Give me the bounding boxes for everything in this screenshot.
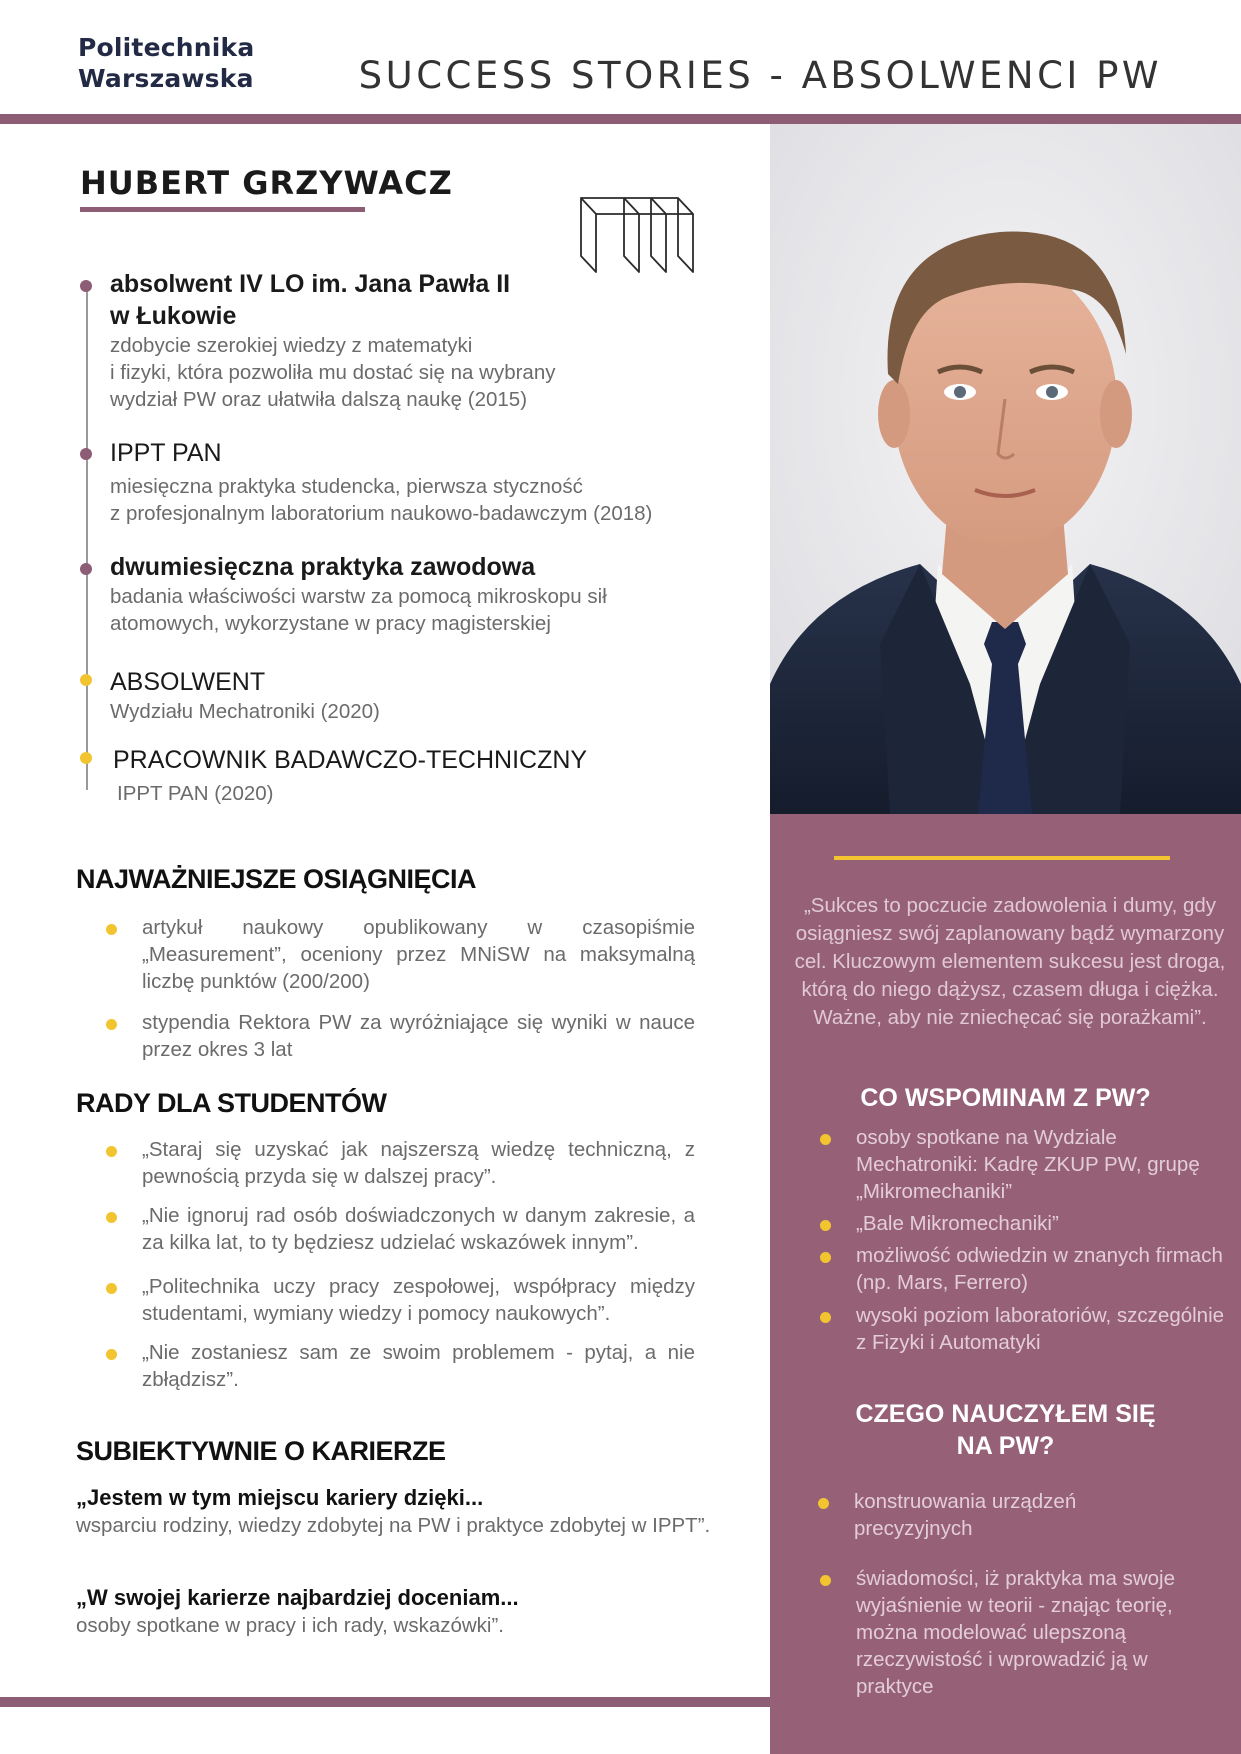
portrait-photo <box>770 124 1241 814</box>
timeline-desc-line: Wydziału Mechatroniki (2020) <box>110 700 380 723</box>
timeline-desc-line: atomowych, wykorzystane w pracy magisterskiej <box>110 612 551 635</box>
timeline-title-cont: w Łukowie <box>110 302 237 330</box>
list-item: konstruowania urządzeń precyzyjnych <box>854 1488 1094 1542</box>
career-question: „W swojej karierze najbardziej doceniam... <box>76 1585 519 1610</box>
learned-heading <box>770 1398 1241 1462</box>
timeline-line <box>86 288 88 790</box>
learned-list <box>854 1488 1224 1700</box>
achievements-list <box>142 914 695 1075</box>
timeline-desc-line: i fizyki, która pozwoliła mu dostać się na wybrany <box>110 361 556 384</box>
list-item: „Bale Mikromechaniki” <box>856 1210 1226 1237</box>
timeline-title: ABSOLWENT <box>110 668 266 696</box>
list-item: artykuł naukowy opublikowany w czasopiśmie „Measurement”, oceniony przez MNiSW na maksymalną liczbę punktów (200/200) <box>142 916 695 993</box>
logo-line-1: Politechnika <box>78 33 255 62</box>
list-item: „Politechnika uczy pracy zespołowej, współpracy między studentami, wymiany wiedzy i pomocy naukowych”. <box>142 1275 695 1325</box>
page-title: SUCCESS STORIES - ABSOLWENCI PW <box>358 54 1162 97</box>
timeline-title: dwumiesięczna praktyka zawodowa <box>110 553 536 581</box>
advice-list <box>142 1136 695 1405</box>
list-item: osoby spotkane na Wydziale Mechatroniki: Kadrę ZKUP PW, grupę „Mikromechaniki” <box>856 1124 1226 1205</box>
timeline-dot <box>80 752 92 764</box>
list-item: „Nie ignoruj rad osób doświadczonych w danym zakresie, a za kilka lat, to ty będziesz udzielać wskazówek innym”. <box>142 1204 695 1254</box>
memories-list <box>856 1124 1226 1356</box>
portrait-illustration <box>770 124 1241 814</box>
memories-heading: CO WSPOMINAM Z PW? <box>860 1084 1151 1112</box>
list-item: możliwość odwiedzin w znanych firmach (np. Mars, Ferrero) <box>856 1242 1226 1296</box>
name-underline <box>80 207 365 212</box>
timeline-item <box>110 551 730 637</box>
list-item: stypendia Rektora PW za wyróżniające się wyniki w nauce przez okres 3 lat <box>142 1011 695 1061</box>
learned-heading-line-2: NA PW? <box>956 1432 1055 1460</box>
person-name: HUBERT GRZYWACZ <box>80 164 453 202</box>
right-column <box>770 124 1241 1754</box>
bottom-divider <box>0 1697 770 1707</box>
career-answer: wsparciu rodziny, wiedzy zdobytej na PW i praktyce zdobytej w IPPT”. <box>76 1514 711 1537</box>
quote-accent-line <box>834 856 1170 860</box>
timeline-desc-line: miesięczna praktyka studencka, pierwsza styczność <box>110 475 583 498</box>
timeline-desc-line: IPPT PAN (2020) <box>117 782 274 805</box>
advice-heading: RADY DLA STUDENTÓW <box>76 1088 387 1118</box>
timeline-desc-line: badania właściwości warstw za pomocą mikroskopu sił <box>110 585 607 608</box>
career-question: „Jestem w tym miejscu kariery dzięki... <box>76 1485 484 1510</box>
timeline-item <box>113 744 733 807</box>
timeline-item <box>110 666 730 725</box>
timeline-item <box>110 268 730 413</box>
timeline-dot <box>80 563 92 575</box>
logo-line-2: Warszawska <box>78 64 254 93</box>
timeline-item <box>110 437 730 527</box>
timeline-desc-line: wydział PW oraz ułatwiła dalszą naukę (2015) <box>110 388 528 411</box>
list-item: „Nie zostaniesz sam ze swoim problemem - pytaj, a nie zbłądzisz”. <box>142 1341 695 1391</box>
top-divider <box>0 114 1241 124</box>
career-heading: SUBIEKTYWNIE O KARIERZE <box>76 1436 446 1466</box>
career-block <box>76 1584 738 1639</box>
learned-heading-line-1: CZEGO NAUCZYŁEM SIĘ <box>855 1400 1156 1428</box>
timeline-title: absolwent IV LO im. Jana Pawła II <box>110 270 511 298</box>
timeline-dot <box>80 448 92 460</box>
timeline-title: IPPT PAN <box>110 439 222 467</box>
achievements-heading: NAJWAŻNIEJSZE OSIĄGNIĘCIA <box>76 864 477 894</box>
list-item: świadomości, iż praktyka ma swoje wyjaśnienie w teorii - znając teorię, można modelować ulepszoną rzeczywistość i wprowadzić ją w praktyce <box>856 1565 1206 1700</box>
timeline-desc-line: zdobycie szerokiej wiedzy z matematyki <box>110 334 473 357</box>
success-quote: „Sukces to poczucie zadowolenia i dumy, gdy osiągniesz swój zaplanowany bądź wymarzony cel. Kluczowym elementem sukcesu jest droga, którą do niego dążysz, czasem długa i ciężka. Ważne, aby nie zniechęcać się porażkami”. <box>794 894 1226 1029</box>
timeline-dot <box>80 674 92 686</box>
timeline-title: PRACOWNIK BADAWCZO-TECHNICZNY <box>113 746 588 774</box>
list-item: wysoki poziom laboratoriów, szczególnie z Fizyki i Automatyki <box>856 1304 1225 1354</box>
career-answer: osoby spotkane w pracy i ich rady, wskazówki”. <box>76 1614 505 1637</box>
timeline-dot <box>80 280 92 292</box>
list-item: „Staraj się uzyskać jak najszerszą wiedzę techniczną, z pewnością przyda się w dalszej pracy”. <box>142 1138 695 1188</box>
quote-panel <box>770 814 1241 1754</box>
career-block <box>76 1484 738 1539</box>
timeline-desc-line: z profesjonalnym laboratorium naukowo-badawczym (2018) <box>110 502 653 525</box>
